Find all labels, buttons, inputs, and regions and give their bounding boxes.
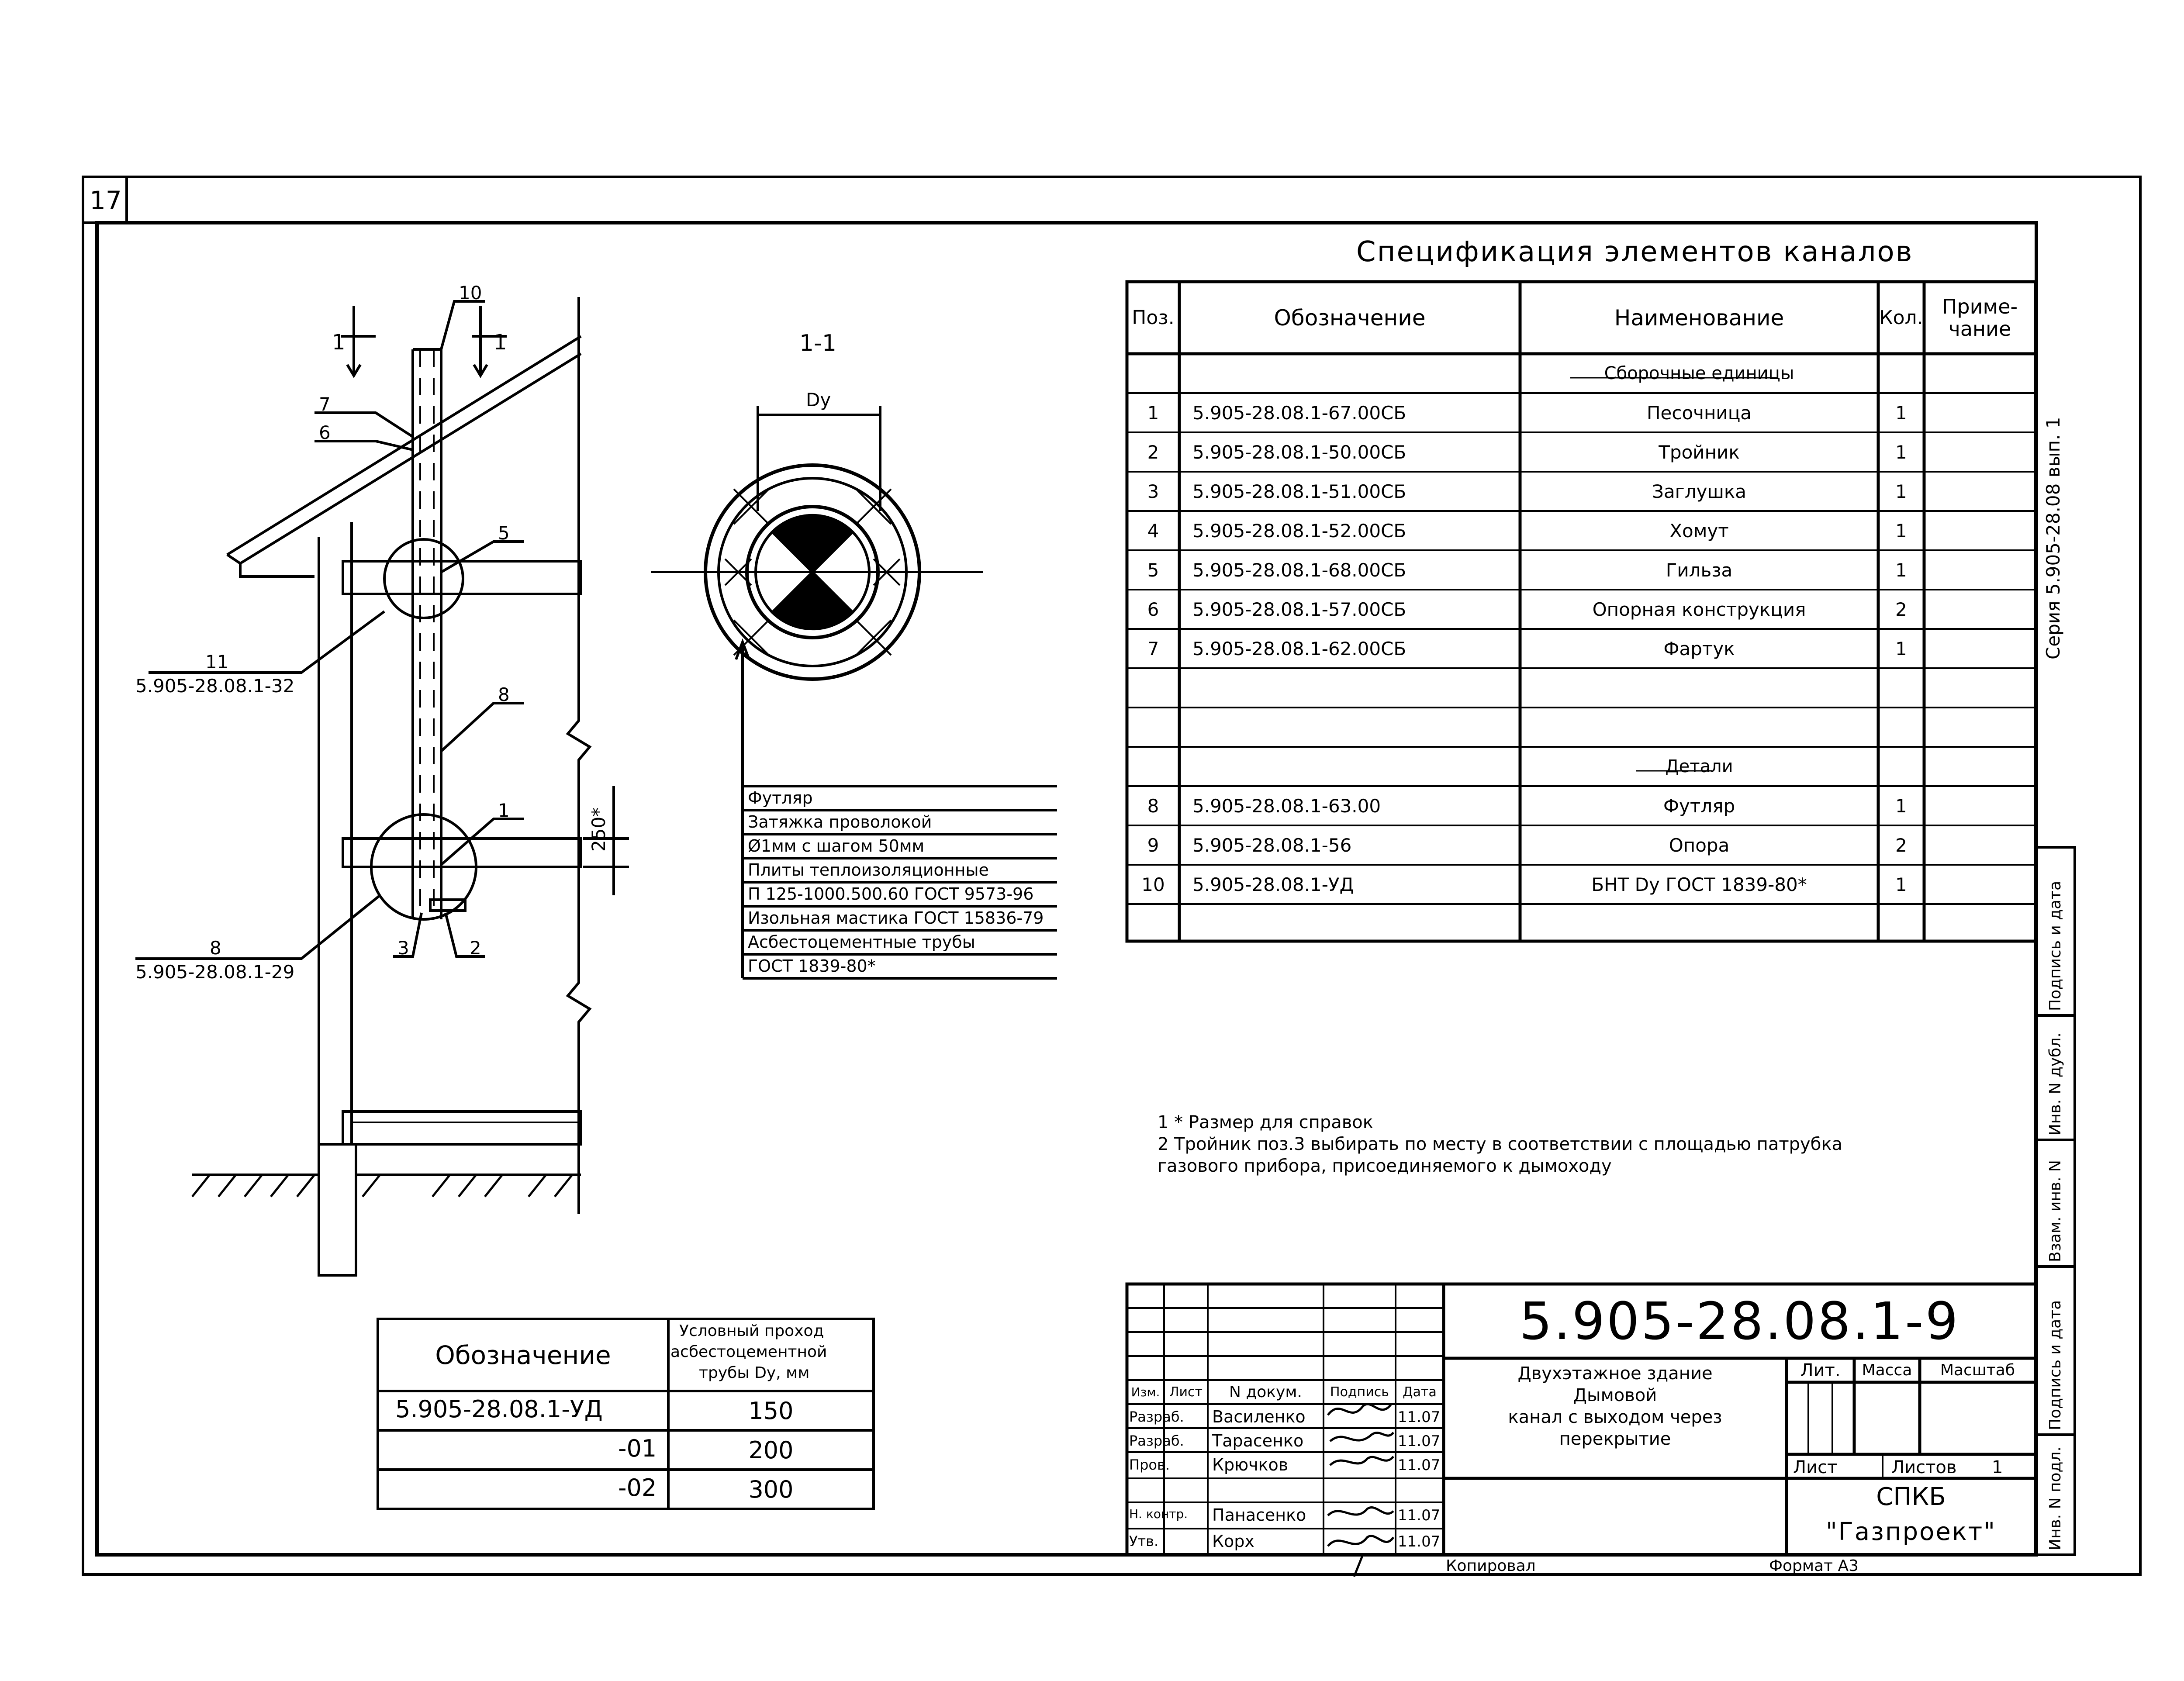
layer-item: Футляр — [748, 788, 813, 808]
callout-1: 1 — [498, 800, 510, 821]
callout-8-upper: 8 — [498, 684, 510, 705]
dy-label: Dy — [806, 389, 831, 411]
title-line: Двухэтажное здание — [1517, 1363, 1713, 1384]
callout-7: 7 — [319, 393, 331, 415]
layer-item: Затяжка проволокой — [748, 812, 932, 832]
spec-section-parts: Детали — [1665, 756, 1733, 777]
mass-label: Масса — [1862, 1361, 1912, 1379]
callout-11: 11 — [205, 651, 229, 673]
sheet-label: Лист — [1793, 1457, 1838, 1477]
spec-title: Спецификация элементов каналов — [1356, 236, 1914, 268]
tb-hdr: Дата — [1403, 1384, 1437, 1400]
house-elevation — [135, 297, 629, 1275]
spec-section-assembly: Сборочные единицы — [1604, 363, 1794, 383]
callout-10: 10 — [459, 282, 482, 304]
series-label: Серия 5.905-28.08 вып. 1 — [2042, 417, 2064, 659]
layer-item: П 125-1000.500.60 ГОСТ 9573-96 — [748, 884, 1034, 904]
note-line: газового прибора, присоединяемого к дымоходу — [1158, 1156, 1612, 1176]
layer-item: Ø1мм с шагом 50мм — [748, 836, 925, 856]
scale-label: Масштаб — [1940, 1361, 2015, 1379]
title-line: Дымовой — [1573, 1385, 1657, 1405]
org-name-2: "Газпроект" — [1825, 1518, 1997, 1546]
layer-item: Плиты теплоизоляционные — [748, 860, 989, 880]
side-stamp: Взам. инв. N — [2046, 1160, 2064, 1262]
format-label: Формат А3 — [1769, 1557, 1859, 1575]
side-stamp: Подпись и дата — [2046, 1300, 2064, 1430]
spec-header-qty: Кол. — [1879, 307, 1923, 329]
dim-250: 250* — [588, 807, 609, 852]
sheets-count: 1 — [1992, 1457, 2003, 1477]
layer-item: ГОСТ 1839-80* — [748, 956, 876, 976]
title-line: перекрытие — [1559, 1429, 1671, 1449]
tb-hdr: Лист — [1169, 1384, 1203, 1400]
layer-item: Изольная мастика ГОСТ 15836-79 — [748, 908, 1044, 928]
callout-5: 5 — [498, 522, 510, 544]
tb-hdr: Изм. — [1131, 1385, 1160, 1399]
org-name: СПКБ — [1876, 1483, 1946, 1511]
callout-6: 6 — [319, 422, 331, 443]
dy-table-header-line: Условный проход — [679, 1322, 824, 1340]
copied-label: Копировал — [1446, 1557, 1536, 1575]
dy-table-header-code: Обозначение — [435, 1340, 611, 1370]
doc-code: 5.905-28.08.1-9 — [1519, 1291, 1960, 1351]
note-line: 1 * Размер для справок — [1158, 1112, 1373, 1132]
drawing-sheet: 17 10 7 6 5 11 5.905-28.08.1-32 8 1 3 2 8 5.905-28.08.1-29 250* 1 1 1-1 Dy Футляр Затяжка проволокой Ø1мм с шагом 50мм Плиты теплоизоляционные П 125-1000.500.60 ГОСТ 9573-96 Изольная мастика ГОСТ 15836-79 Асбестоцементные трубы ГОСТ 1839-80* Спецификация элементов каналов Поз. Обозначение Наименование Кол. Приме- чание Сборочные единицы 1 5.905-28.08.1-67.00СБ Песочница 1 2 5.905-28.08.1-50.00СБ Тройник 1 3 5.905-28.08.1-51.00СБ Заглушка 1 4 5.905-28.08.1-52.00СБ Хомут 1 5 5.905-28.08.1-68.00СБ Гильза 1 6 5.905-28.08.1-57.00СБ Опорная конструкция 2 7 5.905-28.08.1-62.00СБ Фартук 1 Детали 8 5.905-28.08.1-63.00 Футляр 1 9 5.905-28.08.1-56 Опора 2 10 5.905-28.08.1-УД БНТ Dy ГОСТ 1839-80* 1 1 * Размер для справок 2 Тройник поз.3 выбирать по месту в соответствии с площадью патрубка газового прибора, присоединяемого к дымоходу Обозначение Условный проход асбестоцементной трубы Dy, мм 5.905-28.08.1-УД 150 -01 200 -02 300 5.905-28.08.1-9 Двухэтажное здание Дымовой канал с выходом через перекрытие Лит. Масса Масштаб Лист Листов 1 СПКБ "Газпроект" Изм. Лист N докум. Подпись Дата Разраб. Василенко 11.07 Разраб. Тарасенко 11.07 Пров. Крючков 11.07 Н. контр. Панасенко 11.07 Утв. Корх 11.07 Копировал Формат А3 Серия 5.905-28.08 вып. 1 Подпись и дата Инв. N дубл. Взам. инв. N Подпись и дата Инв. N подл. — [0, 0, 2184, 1681]
dy-table-header-line: асбестоцементной — [670, 1343, 827, 1361]
spec-header-pos: Поз. — [1132, 307, 1175, 329]
side-stamp: Подпись и дата — [2046, 880, 2064, 1011]
note-line: 2 Тройник поз.3 выбирать по месту в соответствии с площадью патрубка — [1158, 1134, 1843, 1154]
ref-32: 5.905-28.08.1-32 — [135, 675, 295, 697]
callout-8-lower: 8 — [210, 937, 221, 959]
callout-3: 3 — [397, 937, 409, 959]
spec-header-note: Приме- чание — [1942, 294, 2018, 341]
signatures — [1328, 1404, 1393, 1577]
spec-header-name: Наименование — [1614, 305, 1784, 331]
section-mark-left: 1 — [332, 330, 346, 355]
side-stamp: Инв. N дубл. — [2046, 1032, 2064, 1136]
lit-label: Лит. — [1800, 1360, 1841, 1381]
layer-item: Асбестоцементные трубы — [748, 932, 975, 952]
section-title: 1-1 — [799, 330, 836, 356]
sheets-label: Листов — [1891, 1457, 1957, 1477]
tb-hdr: N докум. — [1229, 1383, 1302, 1401]
sheet-number: 17 — [90, 186, 122, 215]
title-line: канал с выходом через — [1508, 1407, 1722, 1427]
side-stamp: Инв. N подл. — [2046, 1446, 2064, 1550]
tb-hdr: Подпись — [1330, 1384, 1389, 1400]
spec-header-code: Обозначение — [1274, 305, 1426, 331]
callout-2: 2 — [470, 937, 481, 959]
section-mark-right: 1 — [494, 330, 507, 355]
ref-29: 5.905-28.08.1-29 — [135, 961, 295, 983]
dy-table-header-line: трубы Dy, мм — [699, 1364, 810, 1382]
